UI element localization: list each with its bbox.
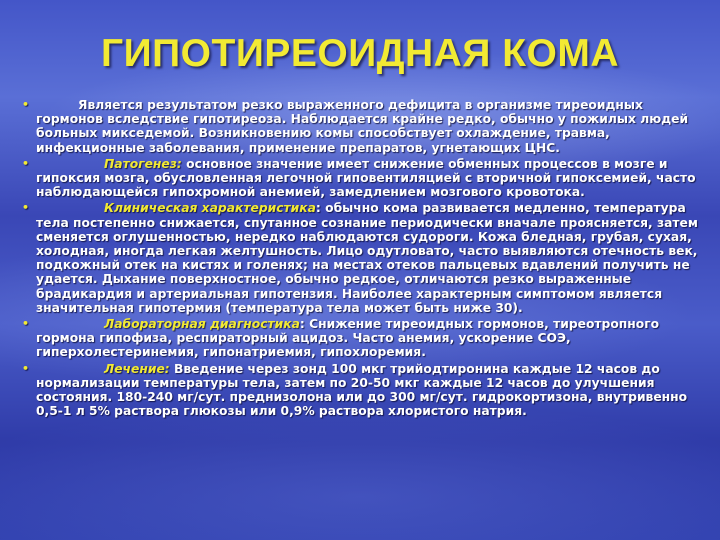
item-label: Лабораторная диагностика (104, 317, 300, 332)
item-label: Лечение: (104, 361, 170, 376)
list-item-laboratory (22, 317, 700, 360)
list-item-clinical (22, 201, 700, 315)
bullet-list (22, 98, 700, 420)
bullet-icon: • (22, 156, 30, 170)
list-item-pathogenesis (22, 157, 700, 200)
bullet-icon: • (22, 98, 30, 111)
bullet-icon: • (22, 317, 30, 331)
item-text: Является результатом резко выраженного дефицита в организме тиреоидных гормонов вследствие гипотиреоза. Наблюдается крайне редко, обычно у пожилых людей больных микседемой. Возникновению комы способствует охлаждение, травма, инфекционные заболевания, применение препаратов, угнетающих ЦНС. (36, 98, 689, 155)
item-text: : обычно кома развивается медленно, температура тела постепенно снижается, спутанное сознание периодически вначале проясняется, затем сменяется оглушенностью, нередко наблюдаются судороги. Кожа бледная, грубая, сухая, холодная, иногда легкая желтушность. Лицо одутловато, часто выявляются отечность век, подкожный отек на кистях и голенях; на местах отеков пальцевых вдавлений получить не удается. Дыхание поверхностное, обычно редкое, отличаются резко выраженные брадикардия и артериальная гипотензия. Наиболее характерным симптомом является значительная гипотермия (температура тела может быть ниже 30). (36, 201, 698, 315)
bullet-icon: • (22, 201, 30, 215)
bullet-icon: • (22, 361, 30, 375)
list-item-definition (22, 98, 700, 155)
item-text: : Снижение тиреоидных гормонов, тиреотропного гормона гипофиза, респираторный ацидоз. Часто анемия, ускорение СОЭ, гиперхолестеринемия, гипонатриемия, гипохлоремия. (36, 317, 660, 360)
item-label: Патогенез: (104, 156, 182, 171)
list-item-treatment (22, 362, 700, 419)
item-text: основное значение имеет снижение обменных процессов в мозге и гипоксия мозга, обусловленная легочной гиповентиляцией с вторичной гипоксемией, часто наблюдающейся гипохромной анемией, замедлением мозгового кровотока. (36, 156, 696, 200)
item-text: Введение через зонд 100 мкг трийодтиронина каждые 12 часов до нормализации температуры тела, затем по 20-50 мкг каждые 12 часов до улучшения состояния. 180-240 мг/сут. преднизолона или до 300 мг/сут. гидрокортизона, внутривенно 0,5-1 л 5% раствора глюкозы или 0,9% раствора хлористого натрия. (36, 361, 688, 419)
item-label: Клиническая характеристика (104, 201, 316, 216)
slide-title: ГИПОТИРЕОИДНАЯ КОМА (100, 32, 620, 75)
